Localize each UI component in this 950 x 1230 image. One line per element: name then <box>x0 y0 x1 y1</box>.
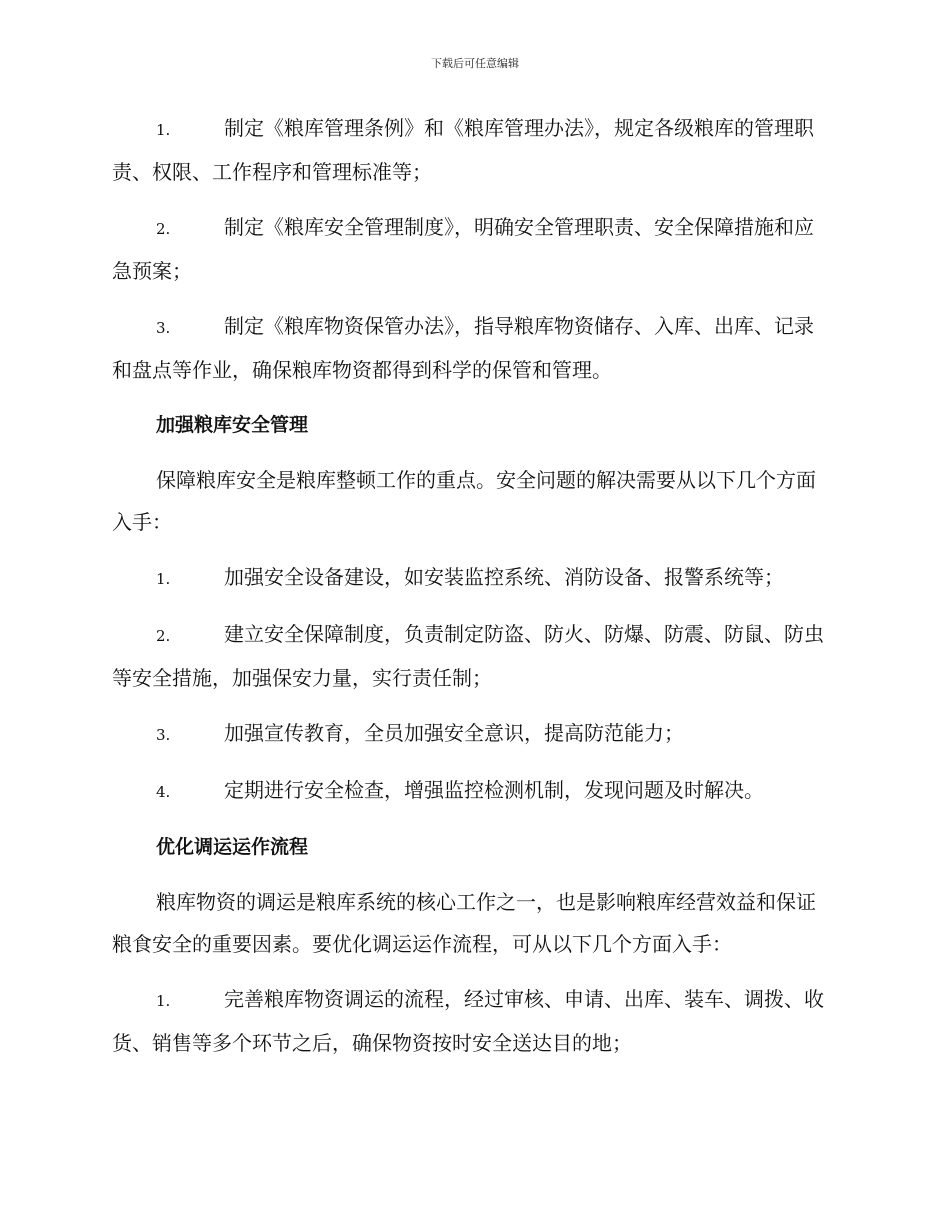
list-item <box>112 712 832 756</box>
list-number: 3. <box>156 319 171 337</box>
list-item <box>112 613 832 699</box>
list-item <box>112 769 832 813</box>
list-text: 定期进行安全检查，增强监控检测机制，发现问题及时解决。 <box>224 778 764 802</box>
list-item <box>112 978 832 1064</box>
list-number: 4. <box>156 783 171 801</box>
list-item <box>112 107 832 193</box>
list-item <box>112 556 832 600</box>
list-number: 2. <box>156 220 171 238</box>
section-heading: 优化调运运作流程 <box>156 836 309 858</box>
list-number: 2. <box>156 627 171 645</box>
paragraph: 保障粮库安全是粮库整顿工作的重点。安全问题的解决需要从以下几个方面入手： <box>112 468 816 534</box>
list-text: 制定《粮库安全管理制度》，明确安全管理职责、安全保障措施和应急预案； <box>112 215 814 283</box>
document-body <box>112 107 832 1077</box>
list-number: 1. <box>156 570 171 588</box>
list-item <box>112 305 832 391</box>
list-number: 1. <box>156 121 171 139</box>
list-text: 加强安全设备建设，如安装监控系统、消防设备、报警系统等； <box>224 565 784 589</box>
list-text: 制定《粮库物资保管办法》，指导粮库物资储存、入库、出库、记录和盘点等作业，确保粮库物资都得到科学的保管和管理。 <box>112 314 814 382</box>
list-item <box>112 206 832 292</box>
list-text: 完善粮库物资调运的流程，经过审核、申请、出库、装车、调拨、收货、销售等多个环节之后，确保物资按时安全送达目的地； <box>112 987 824 1055</box>
list-number: 3. <box>156 726 171 744</box>
list-text: 建立安全保障制度，负责制定防盗、防火、防爆、防震、防鼠、防虫等安全措施，加强保安力量，实行责任制； <box>112 622 824 690</box>
paragraph: 粮库物资的调运是粮库系统的核心工作之一，也是影响粮库经营效益和保证粮食安全的重要因素。要优化调运运作流程，可从以下几个方面入手： <box>112 890 816 956</box>
list-text: 加强宣传教育，全员加强安全意识，提高防范能力； <box>224 721 684 745</box>
page-header: 下载后可任意编辑 <box>431 57 519 70</box>
list-text: 制定《粮库管理条例》和《粮库管理办法》，规定各级粮库的管理职责、权限、工作程序和管理标准等； <box>112 116 814 184</box>
section-heading: 加强粮库安全管理 <box>156 414 309 436</box>
list-number: 1. <box>156 992 171 1010</box>
